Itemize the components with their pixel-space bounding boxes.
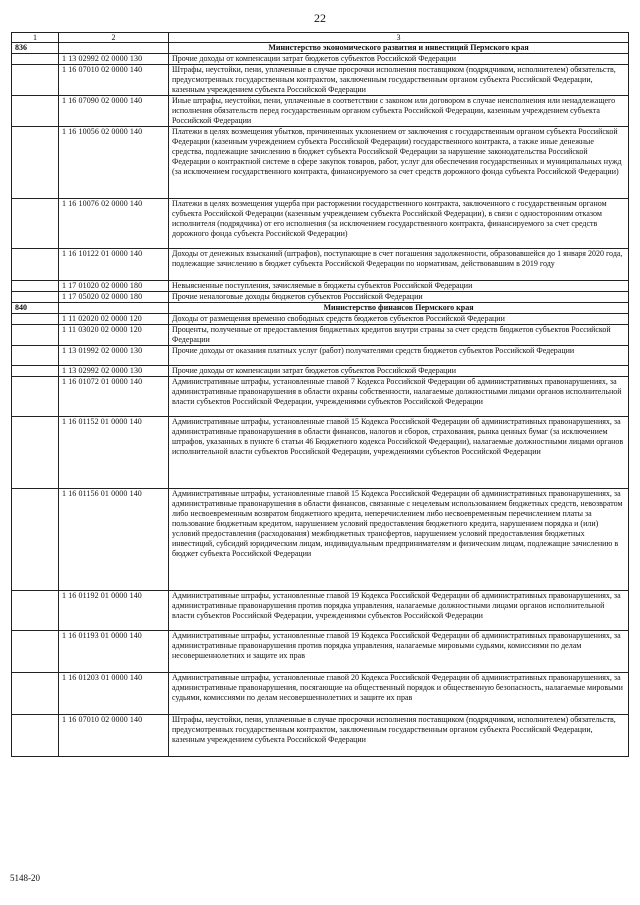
- revenue-description-cell: Доходы от денежных взысканий (штрафов), поступающие в счет погашения задолженности, образовавшейся до 1 января 2020 года, подлежащие зачислению в бюджет субъекта Российской Федерации по нормативам, действовавшим в 2019 году: [169, 249, 629, 281]
- column-number: 1: [12, 33, 59, 43]
- admin-code-cell: [12, 377, 59, 417]
- revenue-description-cell: Прочие доходы от компенсации затрат бюджетов субъектов Российской Федерации: [169, 366, 629, 377]
- table-row: [12, 417, 629, 489]
- table-row: [12, 249, 629, 281]
- revenue-description-cell: Невыясненные поступления, зачисляемые в бюджеты субъектов Российской Федерации: [169, 281, 629, 292]
- revenue-description-cell: Платежи в целях возмещения ущерба при расторжении государственного контракта, заключенного с государственным органом субъекта Российской Федерации (казенным учреждением субъекта Российской Федерации), в связи с односторонним отказом исполнителя (подрядчика) от его исполнения (за исключением государственного контракта, финансируемого за счет средств дорожного фонда субъекта Российской Федерации): [169, 199, 629, 249]
- revenue-code-cell: 1 16 01152 01 0000 140: [59, 417, 169, 489]
- table-row: [12, 127, 629, 199]
- revenue-description-cell: Административные штрафы, установленные главой 20 Кодекса Российской Федерации об административных правонарушениях, за административные правонарушения, посягающие на общественный порядок и общественную безопасность, налагаемые мировыми судьями, комиссиями по делам несовершеннолетних и защите их прав: [169, 673, 629, 715]
- budget-revenue-table: [11, 32, 629, 757]
- admin-code-cell: [12, 631, 59, 673]
- revenue-code-cell: 1 16 10056 02 0000 140: [59, 127, 169, 199]
- admin-code-cell: [12, 346, 59, 366]
- revenue-code-cell: 1 16 01193 01 0000 140: [59, 631, 169, 673]
- section-header-row: [12, 303, 629, 314]
- admin-code-cell: [12, 489, 59, 591]
- table-row: [12, 314, 629, 325]
- revenue-description-cell: Проценты, полученные от предоставления бюджетных кредитов внутри страны за счет средств бюджетов субъектов Российской Федерации: [169, 325, 629, 346]
- column-number: 2: [59, 33, 169, 43]
- revenue-code-cell: 1 11 02020 02 0000 120: [59, 314, 169, 325]
- section-header-row: [12, 43, 629, 54]
- admin-code-cell: [12, 417, 59, 489]
- table-row: [12, 377, 629, 417]
- admin-code-cell: [12, 199, 59, 249]
- admin-code-cell: [12, 366, 59, 377]
- revenue-description-cell: Доходы от размещения временно свободных средств бюджетов субъектов Российской Федерации: [169, 314, 629, 325]
- revenue-code-cell: [59, 303, 169, 314]
- admin-code-cell: [12, 325, 59, 346]
- revenue-code-cell: 1 16 10122 01 0000 140: [59, 249, 169, 281]
- revenue-code-cell: 1 16 10076 02 0000 140: [59, 199, 169, 249]
- table-row: [12, 346, 629, 366]
- revenue-description-cell: Административные штрафы, установленные главой 15 Кодекса Российской Федерации об административных правонарушениях, за административные правонарушения в области финансов, связанные с нецелевым использованием бюджетных средств, невозвратом либо несвоевременным возвратом бюджетного кредита, неперечислением либо несвоевременным перечислением платы за пользование бюджетным кредитом, нарушением условий предоставления бюджетного кредита, нарушением порядка и (или) условий предоставления (расходования) межбюджетных трансфертов, нарушением условий предоставления бюджетных инвестиций, субсидий юридическим лицам, индивидуальным предпринимателям и физическим лицам, подлежащие зачислению в бюджет субъекта Российской Федерации: [169, 489, 629, 591]
- footer-code: 5148-20: [10, 873, 40, 883]
- revenue-code-cell: 1 13 02992 02 0000 130: [59, 54, 169, 65]
- table-row: [12, 591, 629, 631]
- table-row: [12, 631, 629, 673]
- admin-code-cell: [12, 127, 59, 199]
- table-row: [12, 292, 629, 303]
- revenue-description-cell: Штрафы, неустойки, пени, уплаченные в случае просрочки исполнения поставщиком (подрядчиком, исполнителем) обязательств, предусмотренных государственным контрактом, заключенным государственным органом субъекта Российской Федерации, казенным учреждением субъекта Российской Федерации: [169, 65, 629, 96]
- admin-code-cell: 836: [12, 43, 59, 54]
- revenue-code-cell: 1 16 01192 01 0000 140: [59, 591, 169, 631]
- table-row: [12, 199, 629, 249]
- table-row: [12, 489, 629, 591]
- revenue-description-cell: Иные штрафы, неустойки, пени, уплаченные в соответствии с законом или договором в случае неисполнения или ненадлежащего исполнения обязательств перед государственным органом субъекта Российской Федерации, казенным учреждением субъекта Российской Федерации: [169, 96, 629, 127]
- revenue-code-cell: [59, 43, 169, 54]
- admin-code-cell: [12, 96, 59, 127]
- revenue-code-cell: 1 16 01072 01 0000 140: [59, 377, 169, 417]
- admin-code-cell: [12, 281, 59, 292]
- revenue-code-cell: 1 16 07010 02 0000 140: [59, 715, 169, 757]
- revenue-code-cell: 1 13 02992 02 0000 130: [59, 366, 169, 377]
- admin-code-cell: [12, 249, 59, 281]
- admin-code-cell: 840: [12, 303, 59, 314]
- table-row: [12, 281, 629, 292]
- column-number: 3: [169, 33, 629, 43]
- revenue-description-cell: Административные штрафы, установленные главой 15 Кодекса Российской Федерации об административных правонарушениях, за административные правонарушения в области финансов, налогов и сборов, страхования, рынка ценных бумаг (за исключением штрафов, указанных в пункте 6 статьи 46 Бюджетного кодекса Российской Федерации), налагаемые должностными лицами органов исполнительной власти субъектов Российской Федерации, учреждениями субъектов Российской Федерации: [169, 417, 629, 489]
- table-row: [12, 366, 629, 377]
- revenue-code-cell: 1 13 01992 02 0000 130: [59, 346, 169, 366]
- admin-code-cell: [12, 715, 59, 757]
- revenue-description-cell: Прочие неналоговые доходы бюджетов субъектов Российской Федерации: [169, 292, 629, 303]
- table-row: [12, 54, 629, 65]
- revenue-description-cell: Платежи в целях возмещения убытков, причиненных уклонением от заключения с государственным органом субъекта Российской Федерации (казенным учреждением субъекта Российской Федерации) государственного контракта, а также иные денежные средства, подлежащие зачислению в бюджет субъекта Российской Федерации за нарушение законодательства Российской Федерации о контрактной системе в сфере закупок товаров, работ, услуг для обеспечения государственных и муниципальных нужд (за исключением государственного контракта, финансируемого за счет средств дорожного фонда субъекта Российской Федерации): [169, 127, 629, 199]
- revenue-code-cell: 1 17 05020 02 0000 180: [59, 292, 169, 303]
- revenue-code-cell: 1 16 07090 02 0000 140: [59, 96, 169, 127]
- revenue-code-cell: 1 16 01203 01 0000 140: [59, 673, 169, 715]
- revenue-description-cell: Административные штрафы, установленные главой 19 Кодекса Российской Федерации об административных правонарушениях, за административные правонарушения против порядка управления, налагаемые должностными лицами органов исполнительной власти субъектов Российской Федерации, учреждениями субъектов Российской Федерации: [169, 591, 629, 631]
- table-row: [12, 96, 629, 127]
- admin-code-cell: [12, 591, 59, 631]
- ministry-title: Министерство экономического развития и инвестиций Пермского края: [169, 43, 629, 54]
- revenue-code-cell: 1 16 01156 01 0000 140: [59, 489, 169, 591]
- table-row: [12, 715, 629, 757]
- admin-code-cell: [12, 65, 59, 96]
- revenue-code-cell: 1 17 01020 02 0000 180: [59, 281, 169, 292]
- revenue-code-cell: 1 11 03020 02 0000 120: [59, 325, 169, 346]
- revenue-code-cell: 1 16 07010 02 0000 140: [59, 65, 169, 96]
- revenue-description-cell: Прочие доходы от оказания платных услуг (работ) получателями средств бюджетов субъектов Российской Федерации: [169, 346, 629, 366]
- table-row: [12, 673, 629, 715]
- column-number-row: [12, 33, 629, 43]
- page-number: 22: [314, 11, 326, 25]
- revenue-description-cell: Административные штрафы, установленные главой 7 Кодекса Российской Федерации об административных правонарушениях, за административные правонарушения в области охраны собственности, налагаемые должностными лицами органов исполнительной власти субъектов Российской Федерации, учреждениями субъектов Российской Федерации: [169, 377, 629, 417]
- table-row: [12, 325, 629, 346]
- admin-code-cell: [12, 673, 59, 715]
- revenue-description-cell: Прочие доходы от компенсации затрат бюджетов субъектов Российской Федерации: [169, 54, 629, 65]
- revenue-description-cell: Административные штрафы, установленные главой 19 Кодекса Российской Федерации об административных правонарушениях, за административные правонарушения против порядка управления, налагаемые мировыми судьями, комиссиями по делам несовершеннолетних и защите их прав: [169, 631, 629, 673]
- ministry-title: Министерство финансов Пермского края: [169, 303, 629, 314]
- admin-code-cell: [12, 292, 59, 303]
- admin-code-cell: [12, 54, 59, 65]
- admin-code-cell: [12, 314, 59, 325]
- table-row: [12, 65, 629, 96]
- revenue-description-cell: Штрафы, неустойки, пени, уплаченные в случае просрочки исполнения поставщиком (подрядчиком, исполнителем) обязательств, предусмотренных государственным контрактом, заключенным государственным органом субъекта Российской Федерации, казенным учреждением субъекта Российской Федерации: [169, 715, 629, 757]
